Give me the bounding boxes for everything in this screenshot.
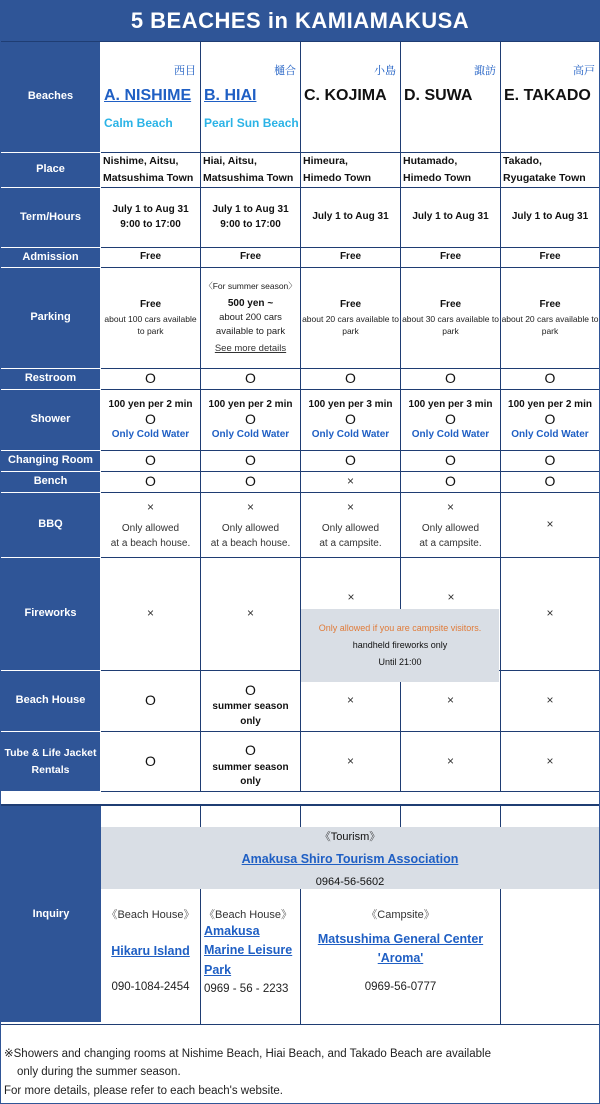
bbq-note: at a beach house.	[210, 537, 291, 549]
row-label-fireworks: Fireworks	[1, 558, 101, 671]
available-icon: O	[201, 369, 301, 390]
unavailable-icon: ×	[401, 732, 501, 792]
admission-cell: Free	[501, 248, 599, 268]
link-line[interactable]: Marine Leisure	[204, 943, 293, 958]
tourism-contact	[101, 827, 599, 889]
season-note: summer season only	[212, 701, 289, 727]
place-cell	[501, 153, 599, 188]
term-hours: 9:00 to 17:00	[120, 218, 181, 230]
available-icon: O	[101, 671, 201, 732]
unavailable-icon: ×	[201, 558, 301, 671]
parking-cell	[201, 268, 301, 369]
place-cell	[201, 153, 301, 188]
term-cell	[201, 188, 301, 248]
shower-price: 100 yen per 2 min	[108, 398, 193, 410]
beach-link-hiai[interactable]: B. HIAI	[204, 86, 257, 104]
shower-note: Only Cold Water	[111, 428, 190, 440]
unavailable-icon: ×	[347, 590, 355, 604]
unavailable-icon: ×	[501, 671, 599, 732]
available-icon: O	[445, 411, 456, 428]
unavailable-icon: ×	[246, 499, 254, 514]
unavailable-icon: ×	[301, 472, 401, 493]
divider	[300, 806, 301, 827]
unavailable-icon: ×	[301, 671, 401, 732]
parking-cell	[401, 268, 501, 369]
available-icon: O	[245, 742, 256, 759]
unavailable-icon: ×	[101, 558, 201, 671]
row-label-inquiry: Inquiry	[1, 804, 101, 1022]
tourism-category: 《Tourism》	[319, 831, 381, 843]
term-hours: 9:00 to 17:00	[220, 218, 281, 230]
parking-capacity: about 100 cars available to park	[104, 313, 197, 337]
admission-cell: Free	[101, 248, 201, 268]
inquiry-section	[101, 804, 599, 1022]
footnote	[1, 1024, 599, 1104]
shower-cell	[501, 390, 599, 451]
admission-cell: Free	[201, 248, 301, 268]
row-label-admission: Admission	[1, 248, 101, 268]
parking-price: 500 yen ~	[227, 297, 274, 309]
inquiry-phone: 090-1084-2454	[111, 981, 190, 994]
row-label-beach-house: Beach House	[1, 671, 101, 732]
term-dates: July 1 to Aug 31	[112, 204, 189, 215]
place-line: Takado,	[503, 154, 542, 167]
beach-header-suwa	[401, 42, 501, 153]
footnote-line: ※Showers and changing rooms at Nishime Beach, Hiai Beach, and Takado Beach are available	[4, 1048, 491, 1060]
marine-leisure-park-link[interactable]	[204, 922, 300, 980]
fireworks-campsite-note	[301, 609, 499, 682]
term-cell: July 1 to Aug 31	[301, 188, 401, 248]
season-note: summer season only	[212, 761, 289, 788]
term-dates: July 1 to Aug 31	[212, 204, 289, 215]
place-line: Matsushima Town	[203, 172, 294, 184]
beach-kanji: 高戸	[573, 65, 595, 77]
shower-cell	[301, 390, 401, 451]
parking-cell	[501, 268, 599, 369]
divider	[500, 806, 501, 827]
beach-house-cell	[201, 671, 301, 732]
inquiry-category: 《Campsite》	[366, 909, 435, 921]
bbq-note: at a campsite.	[319, 537, 382, 549]
bbq-cell	[301, 493, 401, 558]
parking-season: 〈For summer season〉	[204, 281, 297, 292]
shower-price: 100 yen per 2 min	[508, 398, 592, 410]
beach-kanji: 西目	[174, 65, 196, 77]
place-line: Ryugatake Town	[503, 172, 586, 184]
unavailable-icon: ×	[401, 671, 501, 732]
unavailable-icon: ×	[501, 732, 599, 792]
available-icon: O	[201, 451, 301, 472]
bbq-cell	[101, 493, 201, 558]
inquiry-hiai	[201, 906, 300, 995]
divider	[200, 806, 201, 827]
row-label-parking: Parking	[1, 268, 101, 369]
parking-capacity: about 20 cars available to park	[501, 313, 599, 337]
inquiry-category: 《Beach House》	[204, 909, 293, 921]
bbq-cell	[401, 493, 501, 558]
row-label-term: Term/Hours	[1, 188, 101, 248]
available-icon: O	[401, 369, 501, 390]
beach-name-kojima: C. KOJIMA	[304, 86, 387, 104]
available-icon: O	[301, 369, 401, 390]
row-label-tube-rentals: Tube & Life Jacket Rentals	[1, 732, 101, 792]
parking-capacity: about 200 cars available to park	[215, 312, 286, 338]
available-icon: O	[401, 472, 501, 493]
unavailable-icon: ×	[346, 499, 354, 514]
shower-note: Only Cold Water	[311, 428, 390, 440]
available-icon: O	[101, 451, 201, 472]
tube-cell	[201, 732, 301, 792]
available-icon: O	[401, 451, 501, 472]
beach-kanji: 小島	[374, 65, 396, 77]
available-icon: O	[201, 472, 301, 493]
row-label-bbq: BBQ	[1, 493, 101, 558]
unavailable-icon: ×	[501, 493, 599, 558]
unavailable-icon: ×	[447, 590, 455, 604]
place-line: Matsushima Town	[103, 172, 194, 184]
parking-cell	[301, 268, 401, 369]
place-cell	[401, 153, 501, 188]
divider	[400, 806, 401, 827]
inquiry-category: 《Beach House》	[106, 909, 195, 921]
row-label-changing-room: Changing Room	[1, 451, 101, 472]
beach-kanji: 諏訪	[474, 65, 496, 77]
bbq-cell	[201, 493, 301, 558]
available-icon: O	[145, 411, 156, 428]
place-line: Hiai, Aitsu,	[203, 154, 257, 167]
inquiry-phone: 0969 - 56 - 2233	[204, 983, 289, 996]
parking-capacity: about 30 cars available to park	[402, 313, 499, 337]
available-icon: O	[245, 411, 256, 428]
available-icon: O	[345, 411, 356, 428]
footnote-line: For more details, please refer to each beach's website.	[4, 1084, 283, 1097]
shower-price: 100 yen per 3 min	[308, 398, 393, 410]
place-line: Nishime, Aitsu,	[103, 154, 179, 167]
available-icon: O	[501, 472, 599, 493]
bbq-note: Only allowed	[221, 523, 280, 535]
link-line[interactable]: 'Aroma'	[377, 951, 424, 966]
shower-note: Only Cold Water	[211, 428, 290, 440]
parking-price: Free	[439, 299, 462, 311]
beach-comparison-table	[1, 41, 599, 792]
row-label-restroom: Restroom	[1, 369, 101, 390]
place-line: Hutamado,	[403, 154, 458, 167]
beach-name-takado: E. TAKADO	[504, 86, 591, 104]
unavailable-icon: ×	[501, 558, 599, 671]
shower-cell	[401, 390, 501, 451]
parking-price: Free	[139, 299, 162, 311]
tourism-phone: 0964-56-5602	[315, 875, 385, 888]
beach-header-kojima	[301, 42, 401, 153]
see-more-details-link[interactable]: See more details	[214, 342, 287, 354]
bbq-note: at a beach house.	[110, 537, 191, 549]
available-icon: O	[101, 369, 201, 390]
row-label-beaches: Beaches	[1, 42, 101, 153]
parking-capacity: about 20 cars available to park	[302, 313, 399, 337]
shower-cell	[101, 390, 201, 451]
row-label-place: Place	[1, 153, 101, 188]
bbq-note: at a campsite.	[419, 537, 482, 549]
available-icon: O	[501, 369, 599, 390]
link-line[interactable]: Matsushima General Center	[317, 932, 484, 946]
beach-link-nishime[interactable]: A. NISHIME	[104, 86, 192, 104]
term-cell: July 1 to Aug 31	[501, 188, 599, 248]
beach-header-takado	[501, 42, 599, 153]
bbq-note: Only allowed	[121, 523, 180, 535]
link-line[interactable]: Park	[204, 962, 232, 977]
beach-kanji: 樋合	[274, 65, 296, 77]
shower-cell	[201, 390, 301, 451]
shower-price: 100 yen per 2 min	[208, 398, 293, 410]
available-icon: O	[245, 681, 256, 698]
beach-header-nishime	[101, 42, 201, 153]
row-label-shower: Shower	[1, 390, 101, 451]
place-line: Himedo Town	[303, 172, 372, 184]
unavailable-icon: ×	[446, 499, 454, 514]
inquiry-phone: 0969-56-0777	[364, 980, 437, 993]
beach-subtitle: Pearl Sun Beach	[204, 116, 299, 131]
beach-name-suwa: D. SUWA	[404, 86, 473, 104]
fireworks-note-line: Until 21:00	[378, 657, 422, 668]
parking-price: Free	[539, 299, 561, 311]
admission-cell: Free	[401, 248, 501, 268]
inquiry-kojima-suwa	[301, 906, 500, 993]
bbq-note: Only allowed	[321, 523, 380, 535]
beach-subtitle: Calm Beach	[104, 116, 173, 131]
term-cell: July 1 to Aug 31	[401, 188, 501, 248]
fireworks-note-line: handheld fireworks only	[352, 639, 448, 650]
shower-note: Only Cold Water	[411, 428, 490, 440]
inquiry-nishime	[101, 906, 200, 993]
footnote-line: only during the summer season.	[17, 1066, 181, 1079]
unavailable-icon: ×	[301, 732, 401, 792]
parking-price: Free	[339, 299, 362, 311]
available-icon: O	[101, 472, 201, 493]
unavailable-icon: ×	[146, 499, 154, 514]
bbq-note: Only allowed	[421, 523, 480, 535]
place-line: Himedo Town	[403, 172, 472, 184]
hikaru-island-link[interactable]: Hikaru Island	[111, 944, 190, 958]
parking-cell	[101, 268, 201, 369]
beach-header-hiai	[201, 42, 301, 153]
divider	[500, 889, 501, 1024]
place-line: Himeura,	[303, 154, 348, 167]
admission-cell: Free	[301, 248, 401, 268]
available-icon: O	[301, 451, 401, 472]
place-cell	[301, 153, 401, 188]
available-icon: O	[544, 411, 556, 428]
shower-price: 100 yen per 3 min	[408, 398, 493, 410]
term-cell	[101, 188, 201, 248]
available-icon: O	[501, 451, 599, 472]
fireworks-note-line: Only allowed if you are campsite visitors.	[318, 622, 482, 633]
link-line[interactable]: Amakusa	[204, 924, 260, 938]
available-icon: O	[101, 732, 201, 792]
place-cell	[101, 153, 201, 188]
page-title: 5 BEACHES in KAMIAMAKUSA	[1, 1, 599, 41]
row-label-bench: Bench	[1, 472, 101, 493]
shower-note: Only Cold Water	[511, 428, 589, 440]
tourism-association-link[interactable]: Amakusa Shiro Tourism Association	[241, 851, 459, 866]
matsushima-center-link[interactable]	[301, 930, 500, 969]
